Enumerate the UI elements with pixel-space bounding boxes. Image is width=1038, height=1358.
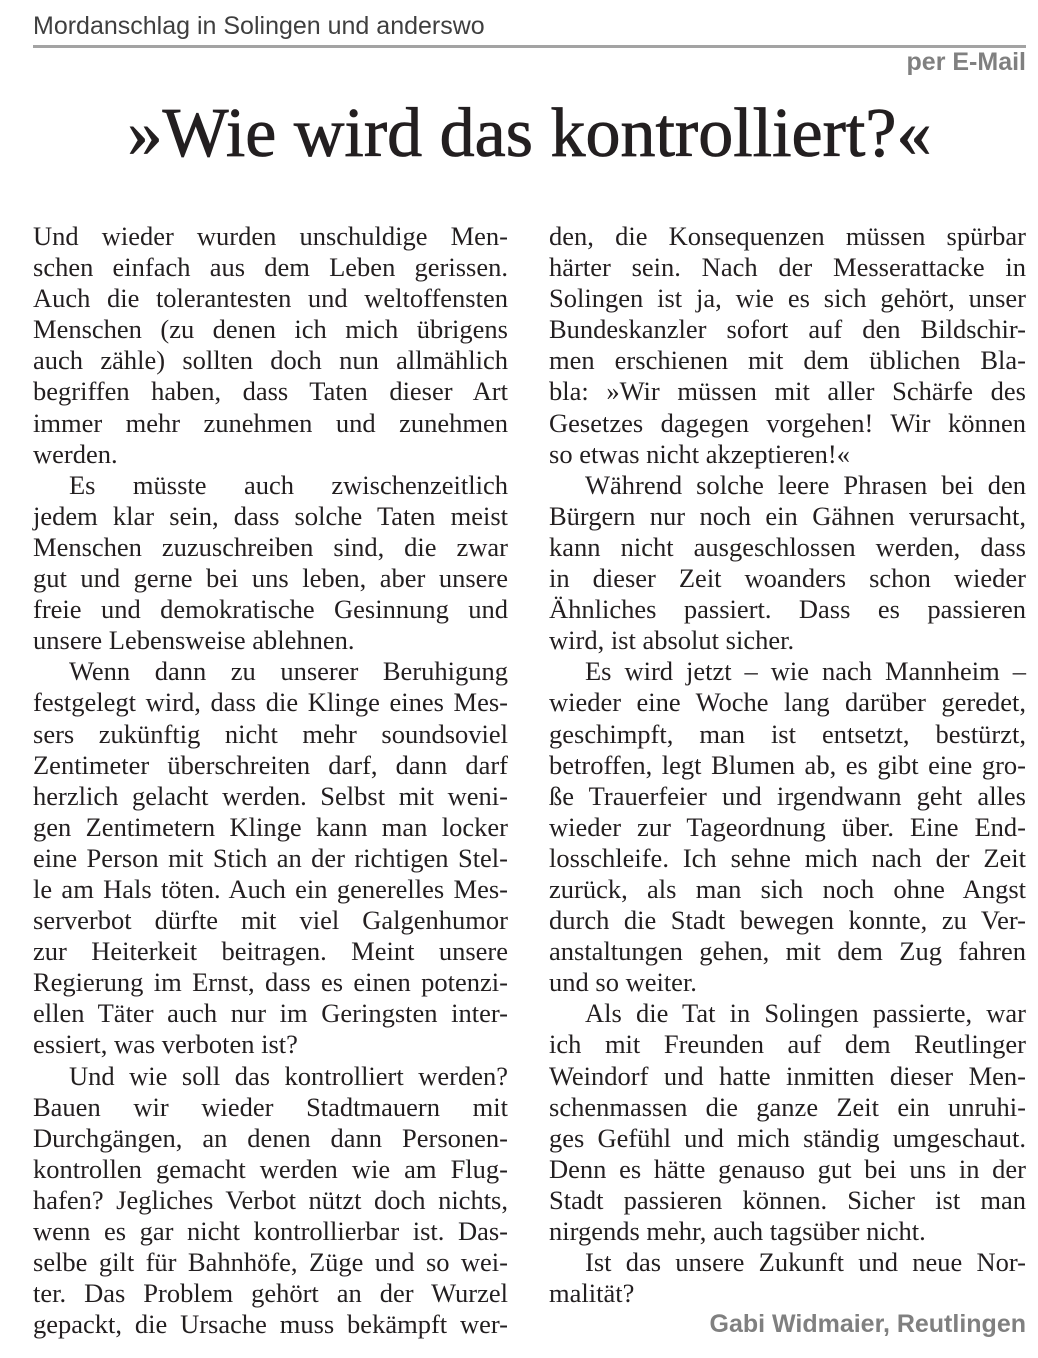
text-line: und so weiter. — [549, 967, 697, 998]
text-line: Ähnliches passiert. Dass es passieren — [549, 594, 1026, 625]
paragraph — [549, 656, 1026, 998]
text-line: kontrollen gemacht werden wie am Flug- — [33, 1153, 508, 1184]
text-column-left — [33, 221, 508, 1340]
paragraph — [33, 221, 508, 470]
text-line: Es wird jetzt – wie nach Mannheim – — [585, 656, 1026, 687]
text-line: begriffen haben, dass Taten dieser Art — [33, 376, 508, 407]
text-line: wieder zur Tageordnung über. Eine End- — [549, 811, 1026, 842]
text-line: essiert, was verboten ist? — [33, 1029, 298, 1060]
text-line: Während solche leere Phrasen bei den — [585, 469, 1026, 500]
paragraph — [33, 1061, 508, 1341]
text-line: anstaltungen gehen, mit dem Zug fahren — [549, 936, 1026, 967]
text-line: Bürgern nur noch ein Gähnen verursacht, — [549, 500, 1026, 531]
headline: »Wie wird das kontrolliert?« — [127, 95, 932, 172]
text-line: malität? — [549, 1278, 635, 1309]
text-line: Stadt passieren können. Sicher ist man — [549, 1184, 1026, 1215]
text-column-right — [549, 221, 1026, 1340]
text-line: werden. — [33, 438, 118, 469]
text-line: Solingen ist ja, wie es sich gehört, unser — [549, 283, 1026, 314]
text-line: jedem klar sein, dass solche Taten meist — [33, 500, 508, 531]
text-line: bla: »Wir müssen mit aller Schärfe des — [549, 376, 1026, 407]
text-line: kann nicht ausgeschlossen werden, dass — [549, 531, 1026, 562]
rubric-rule — [33, 45, 1026, 48]
text-line: wieder eine Woche lang darüber geredet, — [549, 687, 1026, 718]
text-line: freie und demokratische Gesinnung und — [33, 594, 508, 625]
text-line: Weindorf und hatte inmitten dieser Men- — [549, 1060, 1026, 1091]
paragraph — [33, 656, 508, 1060]
text-line: Denn es hätte genauso gut bei uns in der — [549, 1153, 1026, 1184]
paragraph — [549, 998, 1026, 1247]
text-line: gepackt, die Ursache muss bekämpft wer- — [33, 1309, 508, 1340]
source-label: per E-Mail — [906, 48, 1026, 76]
text-line: herzlich gelacht werden. Selbst mit weni- — [33, 780, 508, 811]
text-line: men erschienen mit dem üblichen Bla- — [549, 345, 1026, 376]
text-line: Gesetzes dagegen vorgehen! Wir können — [549, 407, 1026, 438]
text-line: betroffen, legt Blumen ab, es gibt eine gro- — [549, 749, 1026, 780]
text-line: ges Gefühl und mich ständig umgeschaut. — [549, 1122, 1026, 1153]
text-line: Und wieder wurden unschuldige Men- — [33, 221, 508, 251]
text-line: Bauen wir wieder Stadtmauern mit — [33, 1091, 508, 1122]
text-line: ter. Das Problem gehört an der Wurzel — [33, 1278, 508, 1309]
text-line: hafen? Jegliches Verbot nützt doch nichts, — [33, 1184, 508, 1215]
paragraph — [549, 470, 1026, 657]
text-line: härter sein. Nach der Messerattacke in — [549, 252, 1026, 283]
text-line: gen Zentimetern Klinge kann man locker — [33, 811, 508, 842]
text-line: Menschen (zu denen ich mich übrigens — [33, 314, 508, 345]
text-line: wird, ist absolut sicher. — [549, 625, 795, 656]
text-line: Als die Tat in Solingen passierte, war — [585, 998, 1026, 1029]
author-signature: Gabi Widmaier, Reutlingen — [709, 1310, 1026, 1339]
section-rubric: Mordanschlag in Solingen und anderswo — [33, 12, 485, 40]
text-line: in dieser Zeit woanders schon wieder — [549, 563, 1026, 594]
text-line: serverbot dürfte mit viel Galgenhumor — [33, 905, 508, 936]
text-line: geschimpft, man ist entsetzt, bestürzt, — [549, 718, 1026, 749]
text-line: immer mehr zunehmen und zunehmen — [33, 407, 508, 438]
text-line: selbe gilt für Bahnhöfe, Züge und so wei- — [33, 1247, 508, 1278]
text-line: ich mit Freunden auf dem Reutlinger — [549, 1029, 1026, 1060]
text-line: schen einfach aus dem Leben gerissen. — [33, 252, 508, 283]
text-line: so etwas nicht akzeptieren!« — [549, 438, 850, 469]
text-line: wenn es gar nicht kontrollierbar ist. Das- — [33, 1216, 508, 1246]
text-line: ellen Täter auch nur im Geringsten inter- — [33, 998, 508, 1029]
text-line: Wenn dann zu unserer Beruhigung — [69, 656, 508, 687]
text-line: Zentimeter überschreiten darf, dann darf — [33, 749, 508, 780]
text-line: Ist das unsere Zukunft und neue Nor- — [585, 1247, 1026, 1278]
paragraph — [549, 1247, 1026, 1309]
text-line: unsere Lebensweise ablehnen. — [33, 625, 355, 656]
text-line: eine Person mit Stich an der richtigen Stel- — [33, 842, 508, 873]
text-line: nirgends mehr, auch tagsüber nicht. — [549, 1216, 926, 1246]
text-line: Regierung im Ernst, dass es einen potenzi- — [33, 967, 508, 998]
text-line: Bundeskanzler sofort auf den Bildschir- — [549, 314, 1026, 345]
text-line: den, die Konsequenzen müssen spürbar — [549, 221, 1026, 251]
text-line: auch zähle) sollten doch nun allmählich — [33, 345, 508, 376]
text-line: losschleife. Ich sehne mich nach der Zeit — [549, 842, 1026, 873]
text-line: ße Trauerfeier und irgendwann geht alles — [549, 780, 1026, 811]
text-line: sers zukünftig nicht mehr soundsoviel — [33, 718, 508, 749]
text-line: durch die Stadt bewegen konnte, zu Ver- — [549, 905, 1026, 936]
paragraph — [33, 470, 508, 657]
text-line: Es müsste auch zwischenzeitlich — [69, 469, 508, 500]
text-line: zur Heiterkeit beitragen. Meint unsere — [33, 936, 508, 967]
text-line: Auch die tolerantesten und weltoffensten — [33, 283, 508, 314]
text-line: zurück, als man sich noch ohne Angst — [549, 873, 1026, 904]
text-line: Und wie soll das kontrolliert werden? — [69, 1060, 508, 1091]
text-line: Durchgängen, an denen dann Personen- — [33, 1122, 508, 1153]
text-line: le am Hals töten. Auch ein generelles Mes- — [33, 873, 508, 904]
paragraph — [549, 221, 1026, 470]
text-line: festgelegt wird, dass die Klinge eines Mes- — [33, 687, 508, 718]
text-line: Menschen zuzuschreiben sind, die zwar — [33, 531, 508, 562]
text-line: schenmassen die ganze Zeit ein unruhi- — [549, 1091, 1026, 1122]
text-line: gut und gerne bei uns leben, aber unsere — [33, 563, 508, 594]
